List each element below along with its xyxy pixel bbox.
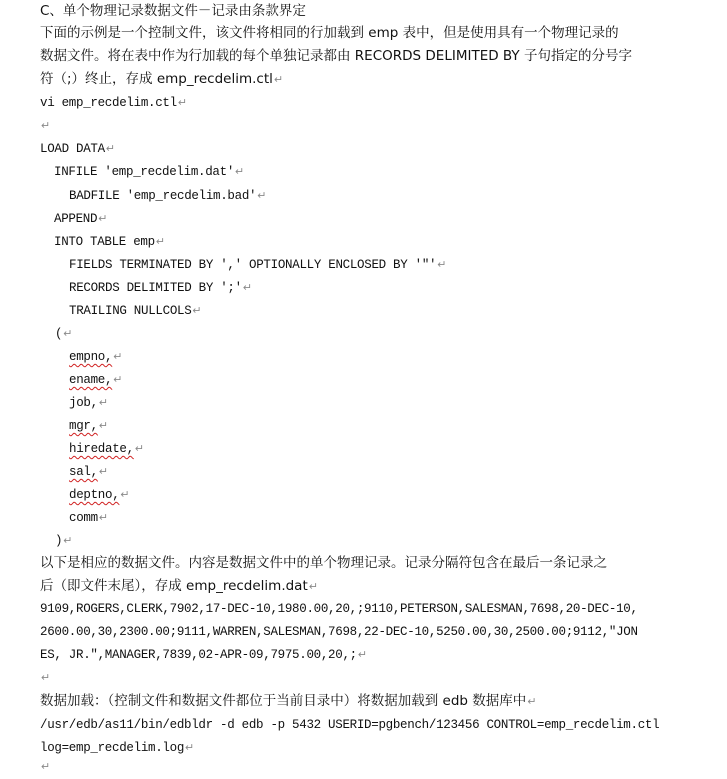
section-heading: C、单个物理记录数据文件－记录由条款界定 [40, 3, 306, 19]
column-item: hiredate,↵ [69, 442, 144, 456]
data-line: 9109,ROGERS,CLERK,7902,17-DEC-10,1980.00,20,;9110,PETERSON,SALESMAN,7698,20-DEC-10, [40, 602, 638, 616]
ctl-append: APPEND↵ [54, 212, 108, 226]
column-item: job,↵ [69, 396, 108, 410]
ctl-badfile: BADFILE 'emp_recdelim.bad'↵ [69, 189, 267, 203]
load-command-line-1: /usr/edb/as11/bin/edbldr -d edb -p 5432 USERID=pgbench/123456 CONTROL=emp_recdelim.ctl [40, 718, 660, 732]
empty-paragraph: ↵ [41, 762, 50, 774]
ctl-fields: FIELDS TERMINATED BY ',' OPTIONALLY ENCLOSED BY '"'↵ [69, 258, 447, 272]
load-heading: 数据加载：（控制文件和数据文件都位于当前目录中）将数据加载到 edb 数据库中↵ [40, 693, 537, 709]
load-command-line-2: log=emp_recdelim.log↵ [40, 741, 194, 755]
column-item: deptno,↵ [69, 488, 130, 502]
empty-paragraph: ↵ [41, 121, 50, 133]
ctl-close-paren: )↵ [55, 534, 73, 548]
intro-line-2: 数据文件。将在表中作为行加载的每个单独记录都由 RECORDS DELIMITED BY 子句指定的分号字 [40, 48, 632, 64]
ctl-load-data: LOAD DATA↵ [40, 142, 115, 156]
vi-command: vi emp_recdelim.ctl↵ [40, 96, 187, 110]
column-item: comm↵ [69, 511, 108, 525]
data-line: 2600.00,30,2300.00;9111,WARREN,SALESMAN,7698,22-DEC-10,5250.00,30,2500.00;9112,"JON [40, 625, 638, 639]
intro-line-1: 下面的示例是一个控制文件，该文件将相同的行加载到 emp 表中，但是使用具有一个物理记录的 [40, 25, 619, 41]
ctl-records: RECORDS DELIMITED BY ';'↵ [69, 281, 252, 295]
ctl-infile: INFILE 'emp_recdelim.dat'↵ [54, 165, 244, 179]
ctl-open-paren: (↵ [55, 327, 73, 341]
intro-line-3: 符（;）终止，存成 emp_recdelim.ctl↵ [40, 71, 284, 87]
datafile-intro-line-2: 后（即文件末尾），存成 emp_recdelim.dat↵ [40, 578, 318, 594]
ctl-trailing: TRAILING NULLCOLS↵ [69, 304, 202, 318]
column-item: ename,↵ [69, 373, 123, 387]
data-line: ES, JR.",MANAGER,7839,02-APR-09,7975.00,20,;↵ [40, 648, 367, 662]
datafile-intro-line-1: 以下是相应的数据文件。内容是数据文件中的单个物理记录。记录分隔符包含在最后一条记录之 [40, 555, 607, 571]
column-item: empno,↵ [69, 350, 123, 364]
column-item: sal,↵ [69, 465, 108, 479]
empty-paragraph: ↵ [41, 673, 50, 685]
ctl-into-table: INTO TABLE emp↵ [54, 235, 165, 249]
column-item: mgr,↵ [69, 419, 108, 433]
